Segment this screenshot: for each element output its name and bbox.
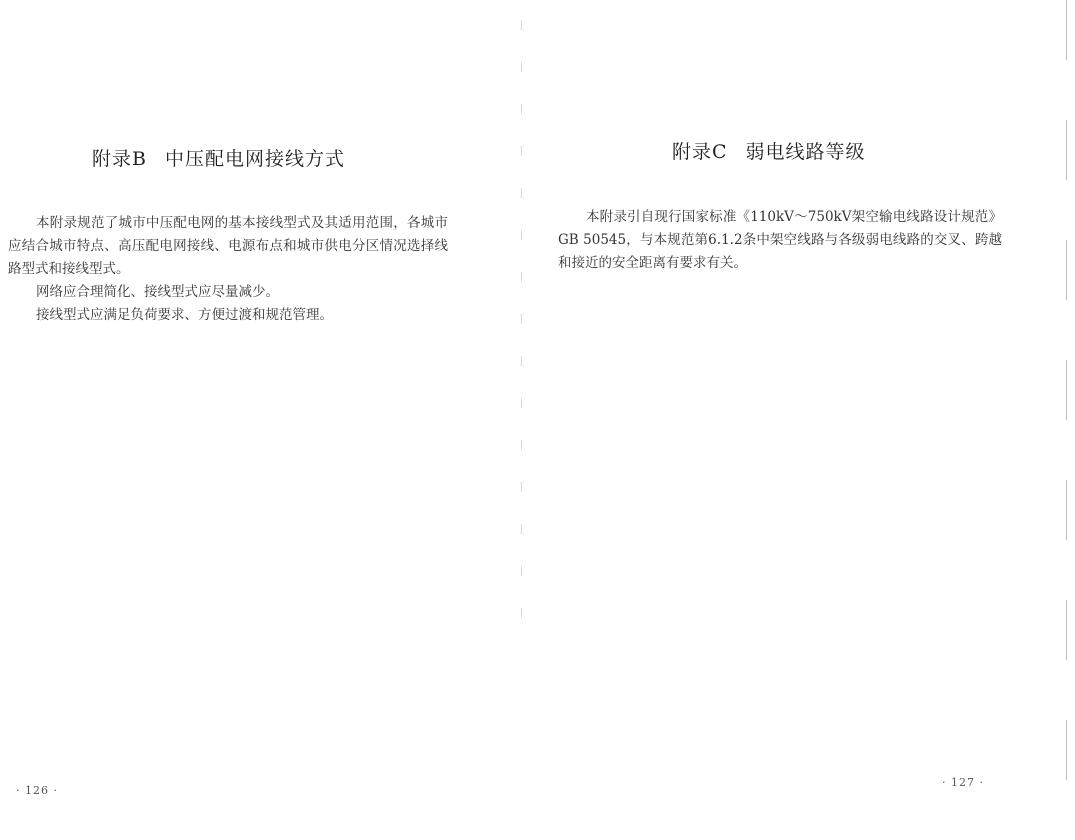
appendix-b-label: 附录B xyxy=(92,148,147,170)
appendix-c-heading: 弱电线路等级 xyxy=(745,141,866,163)
appendix-b-paragraph-1: 本附录规范了城市中压配电网的基本接线型式及其适用范围，各城市应结合城市特点、高压配电网接线、电源布点和城市供电分区情况选择线路型式和接线型式。 xyxy=(8,215,448,277)
appendix-c-body xyxy=(558,206,1002,275)
right-page xyxy=(522,0,1075,840)
left-page xyxy=(0,0,522,840)
left-page-number: · 126 · xyxy=(16,784,58,797)
appendix-b-title xyxy=(92,144,345,171)
appendix-c-paragraph-1: 本附录引自现行国家标准《110kV～750kV架空输电线路设计规范》GB 50545，与本规范第6.1.2条中架空线路与各级弱电线路的交叉、跨越和接近的安全距离有要求有关。 xyxy=(558,209,1002,271)
appendix-c-label: 附录C xyxy=(672,141,728,163)
appendix-c-title xyxy=(672,137,866,164)
page-edge xyxy=(1066,0,1067,840)
appendix-b-paragraph-2: 网络应合理简化、接线型式应尽量减少。 xyxy=(36,284,279,300)
appendix-b-body xyxy=(8,212,448,327)
appendix-b-paragraph-3: 接线型式应满足负荷要求、方便过渡和规范管理。 xyxy=(36,307,333,323)
appendix-b-heading: 中压配电网接线方式 xyxy=(164,148,345,170)
right-page-number: · 127 · xyxy=(942,776,984,789)
